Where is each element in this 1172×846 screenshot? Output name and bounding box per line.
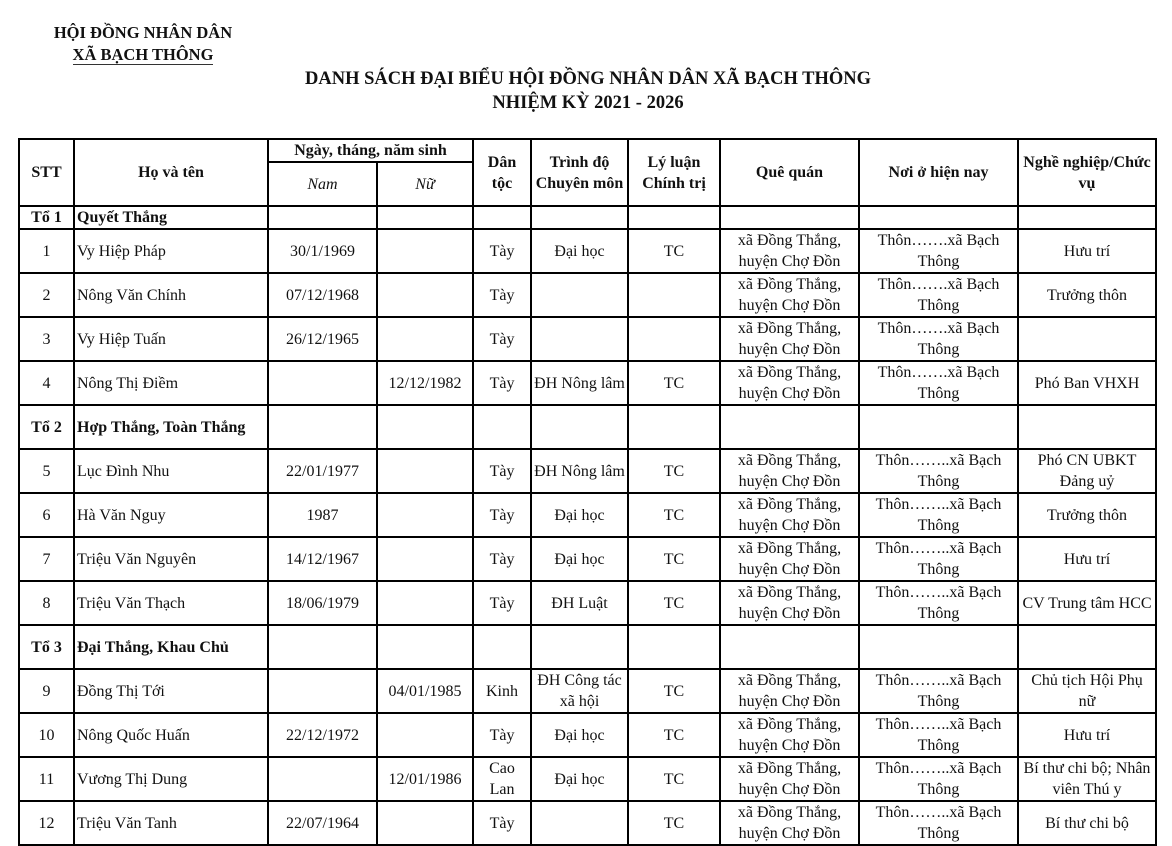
cell-ethnicity: Tày <box>473 581 531 625</box>
cell-dob-female <box>377 229 473 273</box>
group-row <box>19 405 1156 449</box>
cell-dob-female: 12/01/1986 <box>377 757 473 801</box>
cell-stt: 8 <box>19 581 74 625</box>
col-header-ethnicity: Dân tộc <box>473 139 531 206</box>
cell-ethnicity: Tày <box>473 537 531 581</box>
empty-cell <box>377 625 473 669</box>
col-header-dob-female: Nữ <box>377 162 473 206</box>
title-line-1: DANH SÁCH ĐẠI BIỂU HỘI ĐỒNG NHÂN DÂN XÃ BẠCH THÔNG <box>304 69 871 89</box>
empty-cell <box>377 405 473 449</box>
empty-cell <box>1018 206 1156 229</box>
cell-education: ĐH Luật <box>531 581 628 625</box>
table-row <box>19 801 1156 845</box>
cell-stt: 7 <box>19 537 74 581</box>
cell-residence: Thôn……..xã Bạch Thông <box>859 449 1018 493</box>
group-name: Đại Thắng, Khau Chủ <box>74 625 268 669</box>
table-row <box>19 713 1156 757</box>
cell-hometown: xã Đồng Thắng, huyện Chợ Đồn <box>720 361 859 405</box>
col-header-hometown: Quê quán <box>720 139 859 206</box>
table-row <box>19 449 1156 493</box>
cell-occupation: Phó CN UBKT Đảng uỷ <box>1018 449 1156 493</box>
cell-dob-male: 30/1/1969 <box>268 229 377 273</box>
cell-politics <box>628 317 720 361</box>
col-header-stt: STT <box>19 139 74 206</box>
cell-education <box>531 801 628 845</box>
cell-stt: 1 <box>19 229 74 273</box>
cell-dob-male <box>268 757 377 801</box>
cell-name: Nông Thị Điềm <box>74 361 268 405</box>
empty-cell <box>473 206 531 229</box>
empty-cell <box>720 206 859 229</box>
cell-hometown: xã Đồng Thắng, huyện Chợ Đồn <box>720 669 859 713</box>
empty-cell <box>377 206 473 229</box>
cell-stt: 11 <box>19 757 74 801</box>
empty-cell <box>628 405 720 449</box>
empty-cell <box>1018 405 1156 449</box>
col-header-politics: Lý luận Chính trị <box>628 139 720 206</box>
cell-education: Đại học <box>531 757 628 801</box>
cell-hometown: xã Đồng Thắng, huyện Chợ Đồn <box>720 801 859 845</box>
col-header-dob-male: Nam <box>268 162 377 206</box>
delegate-table <box>18 138 1157 846</box>
cell-stt: 5 <box>19 449 74 493</box>
cell-education: ĐH Nông lâm <box>531 361 628 405</box>
cell-stt: 12 <box>19 801 74 845</box>
cell-hometown: xã Đồng Thắng, huyện Chợ Đồn <box>720 581 859 625</box>
cell-occupation: Trưởng thôn <box>1018 273 1156 317</box>
empty-cell <box>1018 625 1156 669</box>
cell-dob-female <box>377 537 473 581</box>
cell-ethnicity: Tày <box>473 273 531 317</box>
empty-cell <box>473 405 531 449</box>
cell-dob-male <box>268 669 377 713</box>
group-name: Hợp Thắng, Toàn Thắng <box>74 405 268 449</box>
cell-stt: 3 <box>19 317 74 361</box>
empty-cell <box>859 405 1018 449</box>
cell-dob-male: 22/12/1972 <box>268 713 377 757</box>
cell-politics: TC <box>628 801 720 845</box>
cell-occupation: Hưu trí <box>1018 713 1156 757</box>
cell-ethnicity: Tày <box>473 801 531 845</box>
table-row <box>19 757 1156 801</box>
cell-residence: Thôn…….xã Bạch Thông <box>859 273 1018 317</box>
cell-residence: Thôn……..xã Bạch Thông <box>859 669 1018 713</box>
empty-cell <box>473 625 531 669</box>
cell-ethnicity: Tày <box>473 493 531 537</box>
empty-cell <box>859 206 1018 229</box>
empty-cell <box>531 625 628 669</box>
table-row <box>19 229 1156 273</box>
empty-cell <box>531 206 628 229</box>
cell-education <box>531 317 628 361</box>
cell-dob-female <box>377 581 473 625</box>
cell-residence: Thôn……..xã Bạch Thông <box>859 713 1018 757</box>
cell-education: ĐH Công tác xã hội <box>531 669 628 713</box>
col-header-dob: Ngày, tháng, năm sinh <box>268 139 473 162</box>
col-header-education: Trình độ Chuyên môn <box>531 139 628 206</box>
empty-cell <box>268 405 377 449</box>
cell-name: Lục Đình Nhu <box>74 449 268 493</box>
cell-politics: TC <box>628 449 720 493</box>
cell-dob-male: 07/12/1968 <box>268 273 377 317</box>
table-row <box>19 669 1156 713</box>
empty-cell <box>268 206 377 229</box>
empty-cell <box>720 405 859 449</box>
org-commune: XÃ BẠCH THÔNG <box>72 45 214 64</box>
cell-politics: TC <box>628 361 720 405</box>
cell-name: Đồng Thị Tới <box>74 669 268 713</box>
cell-hometown: xã Đồng Thắng, huyện Chợ Đồn <box>720 757 859 801</box>
cell-politics: TC <box>628 493 720 537</box>
cell-name: Vy Hiệp Tuấn <box>74 317 268 361</box>
cell-residence: Thôn…….xã Bạch Thông <box>859 317 1018 361</box>
cell-stt: 2 <box>19 273 74 317</box>
cell-residence: Thôn……..xã Bạch Thông <box>859 757 1018 801</box>
cell-name: Nông Quốc Huấn <box>74 713 268 757</box>
empty-cell <box>628 625 720 669</box>
cell-dob-female <box>377 493 473 537</box>
cell-name: Triệu Văn Tanh <box>74 801 268 845</box>
cell-dob-male: 22/01/1977 <box>268 449 377 493</box>
cell-name: Vy Hiệp Pháp <box>74 229 268 273</box>
title-line-2: NHIỆM KỲ 2021 - 2026 <box>492 93 684 113</box>
cell-ethnicity: Tày <box>473 229 531 273</box>
cell-residence: Thôn……..xã Bạch Thông <box>859 493 1018 537</box>
cell-dob-female: 12/12/1982 <box>377 361 473 405</box>
cell-stt: 6 <box>19 493 74 537</box>
cell-name: Hà Văn Nguy <box>74 493 268 537</box>
col-header-residence: Nơi ở hiện nay <box>859 139 1018 206</box>
cell-occupation: Chủ tịch Hội Phụ nữ <box>1018 669 1156 713</box>
group-row <box>19 625 1156 669</box>
cell-politics: TC <box>628 757 720 801</box>
group-label: Tổ 3 <box>19 625 74 669</box>
group-label: Tổ 1 <box>19 206 74 229</box>
group-label: Tổ 2 <box>19 405 74 449</box>
cell-politics <box>628 273 720 317</box>
table-row <box>19 493 1156 537</box>
cell-dob-female <box>377 273 473 317</box>
cell-hometown: xã Đồng Thắng, huyện Chợ Đồn <box>720 713 859 757</box>
cell-dob-female <box>377 317 473 361</box>
cell-residence: Thôn…….xã Bạch Thông <box>859 229 1018 273</box>
cell-occupation: Bí thư chi bộ; Nhân viên Thú y <box>1018 757 1156 801</box>
cell-dob-female: 04/01/1985 <box>377 669 473 713</box>
cell-residence: Thôn……..xã Bạch Thông <box>859 801 1018 845</box>
col-header-name: Họ và tên <box>74 139 268 206</box>
cell-occupation: Hưu trí <box>1018 537 1156 581</box>
cell-hometown: xã Đồng Thắng, huyện Chợ Đồn <box>720 493 859 537</box>
table-body <box>19 206 1156 845</box>
cell-ethnicity: Tày <box>473 317 531 361</box>
cell-dob-male: 18/06/1979 <box>268 581 377 625</box>
cell-dob-female <box>377 449 473 493</box>
cell-stt: 4 <box>19 361 74 405</box>
cell-education: Đại học <box>531 713 628 757</box>
cell-stt: 10 <box>19 713 74 757</box>
cell-dob-male: 1987 <box>268 493 377 537</box>
cell-ethnicity: Kinh <box>473 669 531 713</box>
document-title <box>230 67 946 115</box>
cell-dob-female <box>377 713 473 757</box>
cell-ethnicity: Tày <box>473 713 531 757</box>
table-row <box>19 273 1156 317</box>
cell-education: ĐH Nông lâm <box>531 449 628 493</box>
empty-cell <box>720 625 859 669</box>
cell-politics: TC <box>628 229 720 273</box>
cell-education: Đại học <box>531 537 628 581</box>
cell-hometown: xã Đồng Thắng, huyện Chợ Đồn <box>720 537 859 581</box>
table-row <box>19 537 1156 581</box>
cell-hometown: xã Đồng Thắng, huyện Chợ Đồn <box>720 229 859 273</box>
cell-dob-male: 22/07/1964 <box>268 801 377 845</box>
cell-dob-male: 26/12/1965 <box>268 317 377 361</box>
cell-dob-female <box>377 801 473 845</box>
cell-dob-male <box>268 361 377 405</box>
cell-ethnicity: Tày <box>473 449 531 493</box>
cell-ethnicity: Tày <box>473 361 531 405</box>
cell-name: Nông Văn Chính <box>74 273 268 317</box>
cell-occupation: Hưu trí <box>1018 229 1156 273</box>
cell-dob-male: 14/12/1967 <box>268 537 377 581</box>
cell-name: Vương Thị Dung <box>74 757 268 801</box>
cell-occupation: Phó Ban VHXH <box>1018 361 1156 405</box>
issuing-organization <box>30 22 256 66</box>
cell-name: Triệu Văn Thạch <box>74 581 268 625</box>
cell-education <box>531 273 628 317</box>
cell-politics: TC <box>628 537 720 581</box>
cell-hometown: xã Đồng Thắng, huyện Chợ Đồn <box>720 273 859 317</box>
empty-cell <box>859 625 1018 669</box>
table-row <box>19 581 1156 625</box>
cell-ethnicity: Cao Lan <box>473 757 531 801</box>
cell-occupation: Bí thư chi bộ <box>1018 801 1156 845</box>
org-name: HỘI ĐỒNG NHÂN DÂN <box>53 23 233 42</box>
group-row <box>19 206 1156 229</box>
cell-education: Đại học <box>531 229 628 273</box>
empty-cell <box>628 206 720 229</box>
empty-cell <box>531 405 628 449</box>
cell-politics: TC <box>628 581 720 625</box>
group-name: Quyết Thắng <box>74 206 268 229</box>
cell-occupation: CV Trung tâm HCC <box>1018 581 1156 625</box>
cell-politics: TC <box>628 713 720 757</box>
cell-residence: Thôn…….xã Bạch Thông <box>859 361 1018 405</box>
table-row <box>19 361 1156 405</box>
cell-occupation <box>1018 317 1156 361</box>
cell-hometown: xã Đồng Thắng, huyện Chợ Đồn <box>720 317 859 361</box>
cell-education: Đại học <box>531 493 628 537</box>
cell-politics: TC <box>628 669 720 713</box>
cell-residence: Thôn……..xã Bạch Thông <box>859 581 1018 625</box>
empty-cell <box>268 625 377 669</box>
table-row <box>19 317 1156 361</box>
cell-occupation: Trưởng thôn <box>1018 493 1156 537</box>
cell-residence: Thôn……..xã Bạch Thông <box>859 537 1018 581</box>
cell-name: Triệu Văn Nguyên <box>74 537 268 581</box>
col-header-occupation: Nghề nghiệp/Chức vụ <box>1018 139 1156 206</box>
cell-hometown: xã Đồng Thắng, huyện Chợ Đồn <box>720 449 859 493</box>
cell-stt: 9 <box>19 669 74 713</box>
